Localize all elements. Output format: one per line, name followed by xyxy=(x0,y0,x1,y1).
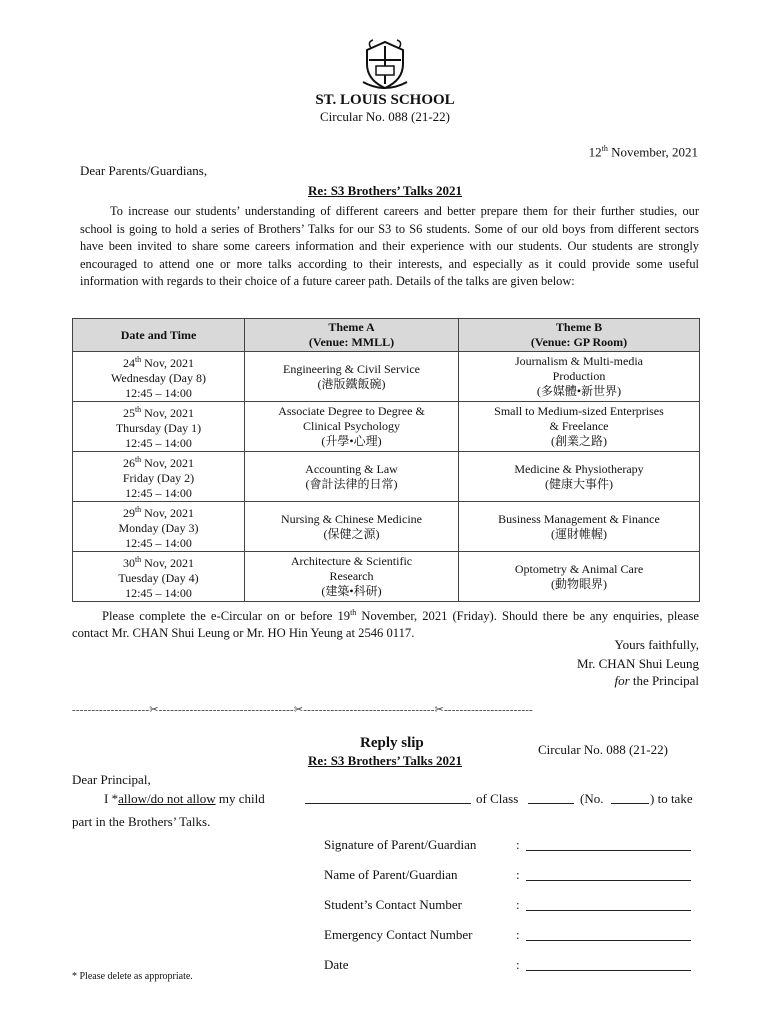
consent-statement: I *allow/do not allow my child xyxy=(104,791,265,806)
reply-greeting: Dear Principal, xyxy=(72,772,151,787)
form-field-colon: : xyxy=(516,927,520,942)
table-row xyxy=(73,552,700,602)
form-field-label: Emergency Contact Number xyxy=(324,927,473,942)
form-field-input-line[interactable] xyxy=(526,880,691,881)
theme-b-cell: Small to Medium-sized Enterprises & Freelance (創業之路) xyxy=(459,402,700,452)
theme-b-cell: Optometry & Animal Care (動物眼界) xyxy=(459,552,700,602)
reply-circular-number: Circular No. 088 (21-22) xyxy=(538,742,668,757)
form-field-label: Signature of Parent/Guardian xyxy=(324,837,477,852)
circular-number: Circular No. 088 (21-22) xyxy=(320,109,450,124)
completion-instructions: Please complete the e-Circular on or before 19th November, 2021 (Friday). Should there be any enquiries, please contact Mr. CHAN Shui Leung or Mr. HO Hin Yeung at 2546 0117. xyxy=(72,608,699,641)
letter-date: 12th November, 2021 xyxy=(588,144,698,160)
form-field-label: Student’s Contact Number xyxy=(324,897,462,912)
form-field-input-line[interactable] xyxy=(526,850,691,851)
talk-date-cell: 29th Nov, 2021 Monday (Day 3) 12:45 – 14:00 xyxy=(73,502,245,552)
greeting: Dear Parents/Guardians, xyxy=(80,163,208,178)
signer-name: Mr. CHAN Shui Leung xyxy=(576,656,699,671)
class-number-field[interactable] xyxy=(611,803,649,804)
header-theme-b: Theme B (Venue: GP Room) xyxy=(459,319,700,352)
theme-b-cell: Journalism & Multi-media Production (多媒體•新世界) xyxy=(459,352,700,402)
header-theme-a: Theme A (Venue: MMLL) xyxy=(245,319,459,352)
class-field[interactable] xyxy=(528,803,574,804)
theme-a-cell: Nursing & Chinese Medicine (保健之源) xyxy=(245,502,459,552)
signer-role: for the Principal xyxy=(614,673,699,688)
subject-line: Re: S3 Brothers’ Talks 2021 xyxy=(307,183,463,198)
child-name-field[interactable] xyxy=(305,803,471,804)
form-field-colon: : xyxy=(516,837,520,852)
footnote: * Please delete as appropriate. xyxy=(72,971,193,982)
talk-date-cell: 24th Nov, 2021 Wednesday (Day 8) 12:45 – 14:00 xyxy=(73,352,245,402)
theme-a-cell: Engineering & Civil Service (港版鐵飯碗) xyxy=(245,352,459,402)
form-field-colon: : xyxy=(516,897,520,912)
letter-body: To increase our students’ understanding of different careers and better prepare them for their further studies, our school is going to hold a series of Brothers’ Talks for our S3 to S6 students. Some of our old boys from different sectors have been invited to share some careers information and their experience with our students. Our students are strongly encouraged to attend one or more talks according to their interests, and especially as it could provide some useful information with regards to their choice of a future career path. Details of the talks are given below: xyxy=(80,204,699,289)
theme-a-cell: Architecture & Scientific Research (建築•科研) xyxy=(245,552,459,602)
talk-date-cell: 25th Nov, 2021 Thursday (Day 1) 12:45 – 14:00 xyxy=(73,402,245,452)
reply-subject-line: Re: S3 Brothers’ Talks 2021 xyxy=(307,753,463,768)
allow-choice[interactable]: allow/do not allow xyxy=(118,791,216,806)
theme-b-cell: Business Management & Finance (運財帷幄) xyxy=(459,502,700,552)
form-field-colon: : xyxy=(516,867,520,882)
table-row xyxy=(73,352,700,402)
closing-salutation: Yours faithfully, xyxy=(614,637,699,652)
talk-date-cell: 26th Nov, 2021 Friday (Day 2) 12:45 – 14:00 xyxy=(73,452,245,502)
table-row xyxy=(73,502,700,552)
talk-date-cell: 30th Nov, 2021 Tuesday (Day 4) 12:45 – 14:00 xyxy=(73,552,245,602)
table-row xyxy=(73,452,700,502)
class-number-label: (No. xyxy=(580,791,604,806)
theme-a-cell: Accounting & Law (會計法律的日常) xyxy=(245,452,459,502)
form-field-input-line[interactable] xyxy=(526,910,691,911)
table-row xyxy=(73,402,700,452)
theme-b-cell: Medicine & Physiotherapy (健康大事件) xyxy=(459,452,700,502)
form-field-input-line[interactable] xyxy=(526,940,691,941)
school-crest-logo xyxy=(357,36,413,92)
part-in-label: part in the Brothers’ Talks. xyxy=(72,814,211,829)
header-date-time: Date and Time xyxy=(73,319,245,352)
of-class-label: of Class xyxy=(476,791,519,806)
cut-line-scissors: --------------------✂-----------------------------------✂----------------------------------✂----------------------- xyxy=(72,704,533,716)
form-field-label: Date xyxy=(324,957,349,972)
reply-slip-title: Reply slip xyxy=(360,735,424,751)
theme-a-cell: Associate Degree to Degree & Clinical Psychology (升學•心理) xyxy=(245,402,459,452)
form-field-input-line[interactable] xyxy=(526,970,691,971)
to-take-label: ) to take xyxy=(650,791,693,806)
school-name: ST. LOUIS SCHOOL xyxy=(315,92,455,108)
talks-schedule-table xyxy=(72,318,700,602)
form-field-label: Name of Parent/Guardian xyxy=(324,867,458,882)
form-field-colon: : xyxy=(516,957,520,972)
table-header-row xyxy=(73,319,700,352)
